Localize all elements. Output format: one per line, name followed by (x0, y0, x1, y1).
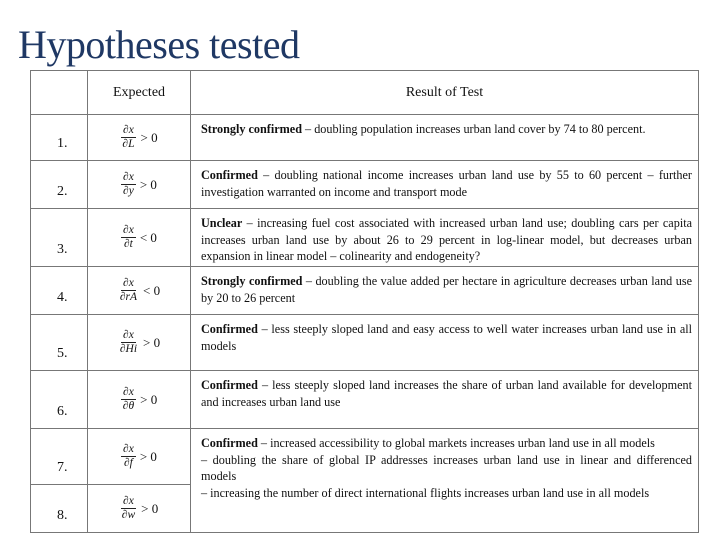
result-label: Unclear (201, 216, 243, 230)
result-text: – less steeply sloped land and easy access to well water increases urban land use in all models (201, 322, 692, 353)
row-number: 3. (31, 209, 88, 267)
result-text: – doubling national income increases urban land use by 55 to 60 percent – further investigation warranted on income and transport mode (201, 168, 692, 199)
formula-numerator: ∂x (123, 224, 134, 236)
table-row (31, 209, 699, 267)
formula-numerator: ∂x (123, 329, 134, 341)
expected-formula (88, 371, 191, 429)
expected-formula (88, 485, 191, 533)
result-label: Confirmed (201, 322, 258, 336)
expected-formula (88, 429, 191, 485)
formula-denominator: ∂y (123, 185, 134, 197)
formula-numerator: ∂x (123, 443, 134, 455)
page-title: Hypotheses tested (18, 22, 300, 67)
table-row (31, 161, 699, 209)
result-text-line-1: – increased accessibility to global markets increases urban land use in all models (257, 436, 655, 450)
formula-denominator: ∂rA (119, 291, 138, 303)
formula-denominator: ∂L (122, 138, 135, 150)
formula-relation: < 0 (139, 229, 157, 245)
result-text-line-2: – doubling the share of global IP addresses increases urban land use in linear and differenced models (201, 452, 692, 483)
formula-numerator: ∂x (123, 386, 134, 398)
expected-formula (88, 315, 191, 371)
result-text: – increasing fuel cost associated with increased urban land use; doubling cars per capita increases urban land use by about 26 to 29 percent in log-linear model, but decreases urban expansion in linear model – colinearity and endogeneity? (201, 216, 692, 263)
formula-relation: > 0 (139, 176, 157, 192)
formula-denominator: ∂w (121, 509, 136, 521)
result-label: Confirmed (201, 168, 258, 182)
result-label: Strongly confirmed (201, 122, 302, 136)
hypotheses-table (30, 70, 699, 533)
row-number: 8. (31, 485, 88, 533)
table-row (31, 115, 699, 161)
result-text: – doubling the value added per hectare in agriculture decreases urban land use by 20 to 26 percent (201, 274, 692, 305)
table-row (31, 429, 699, 485)
result-text: – doubling population increases urban land cover by 74 to 80 percent. (302, 122, 646, 136)
formula-relation: > 0 (139, 448, 157, 464)
header-expected: Expected (88, 71, 191, 115)
result-cell (191, 267, 699, 315)
result-label: Strongly confirmed (201, 274, 303, 288)
row-number: 2. (31, 161, 88, 209)
row-number: 4. (31, 267, 88, 315)
row-number: 1. (31, 115, 88, 161)
result-cell-merged (191, 429, 699, 533)
result-label: Confirmed (201, 436, 258, 450)
result-label: Confirmed (201, 378, 258, 392)
formula-relation: < 0 (143, 282, 161, 298)
formula-relation: > 0 (140, 129, 158, 145)
formula-numerator: ∂x (123, 277, 134, 289)
table-header-row (31, 71, 699, 115)
table-row (31, 315, 699, 371)
row-number: 5. (31, 315, 88, 371)
formula-relation: > 0 (143, 334, 161, 350)
formula-numerator: ∂x (123, 495, 134, 507)
result-cell (191, 161, 699, 209)
formula-numerator: ∂x (123, 171, 134, 183)
formula-numerator: ∂x (123, 124, 134, 136)
row-number: 7. (31, 429, 88, 485)
expected-formula (88, 161, 191, 209)
formula-denominator: ∂t (124, 238, 133, 250)
result-text: – less steeply sloped land increases the share of urban land available for development and increases urban land use (201, 378, 692, 409)
formula-denominator: ∂θ (122, 400, 135, 412)
expected-formula (88, 115, 191, 161)
formula-denominator: ∂f (124, 457, 133, 469)
header-number (31, 71, 88, 115)
row-number: 6. (31, 371, 88, 429)
result-cell (191, 115, 699, 161)
formula-relation: > 0 (141, 500, 159, 516)
result-cell (191, 209, 699, 267)
expected-formula (88, 267, 191, 315)
formula-relation: > 0 (140, 391, 158, 407)
result-cell (191, 371, 699, 429)
header-result: Result of Test (191, 71, 699, 115)
formula-denominator: ∂Hi (119, 343, 138, 355)
result-cell (191, 315, 699, 371)
expected-formula (88, 209, 191, 267)
table-row (31, 371, 699, 429)
result-text-line-3: – increasing the number of direct international flights increases urban land use in all models (201, 485, 650, 500)
table-row (31, 267, 699, 315)
